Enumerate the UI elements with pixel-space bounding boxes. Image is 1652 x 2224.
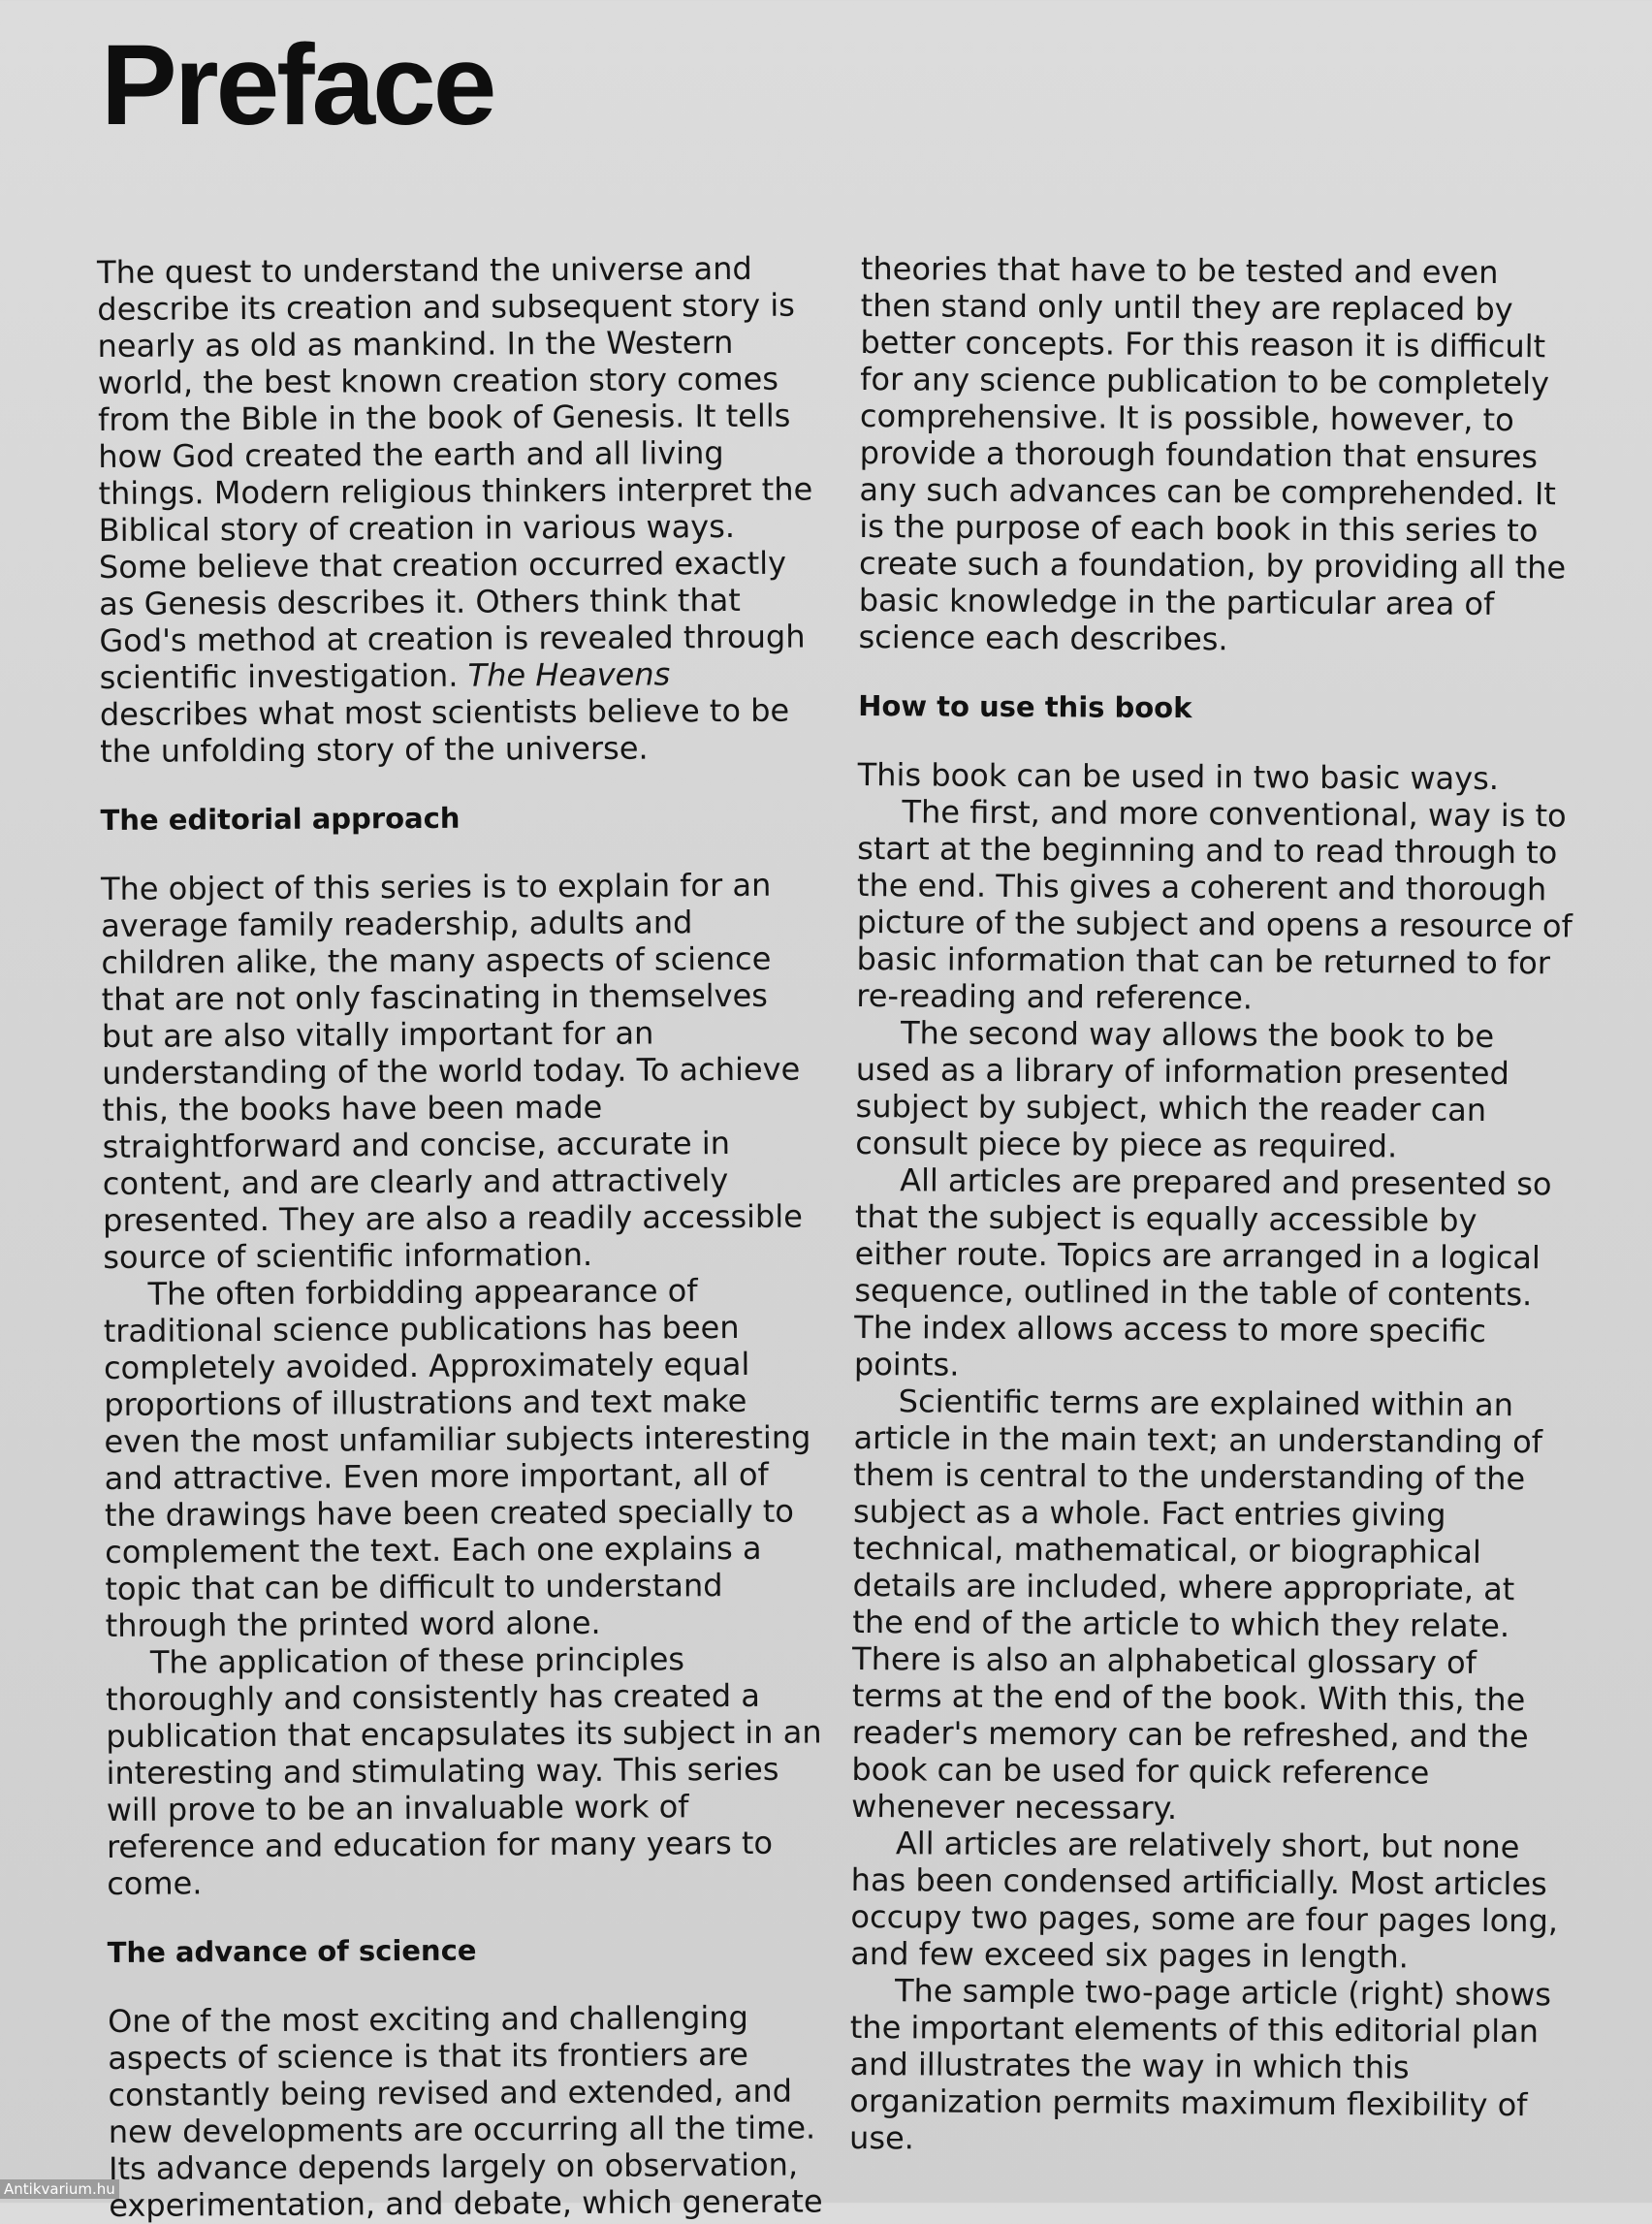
how-paragraph-3: The second way allows the book to be used as a library of information presented subject by subject, which the reader can consult piece by piece as required. <box>855 1014 1509 1165</box>
intro-paragraph <box>97 249 817 770</box>
advance-paragraph-1: One of the most exciting and challenging aspects of science is that its frontiers are constantly being revised and extended, and new developments are occurring all the time. Its advance depends largely on observation, experimentation, and debate, which generate <box>108 1998 823 2224</box>
editorial-paragraph-1: The object of this series is to explain for an average family readership, adults and children alike, the many aspects of science that are not only fascinating in themselves but are also vitally important for an understanding of the world today. To achieve this, the books have been made straightforward and concise, accurate in content, and are clearly and attractively presented. They are also a readily accessible source of scientific information. <box>100 866 803 1276</box>
editorial-paragraph-2: The often forbidding appearance of traditional science publications has been completely avoided. Approximately equal proportions of illustrations and text make even the most unfamiliar subjects interesting and attractive. Even more important, all of the drawings have been created specially to complement the text. Each one explains a topic that can be difficult to understand through the printed word alone. <box>103 1272 811 1644</box>
right-column <box>849 250 1578 2160</box>
heading-editorial-approach: The editorial approach <box>100 801 461 837</box>
watermark-label: Antikvarium.hu <box>0 2179 119 2199</box>
advance-paragraph-continued: theories that have to be tested and even then stand only until they are replaced by better concepts. For this reason it is difficult for any science publication to be completely comprehensive. It is possible, however, to provide a thorough foundation that ensures any such advances can be comprehended. It is the purpose of each book in this series to create such a foundation, by providing all the basic knowledge in the particular area of science each describes. <box>858 250 1567 658</box>
how-paragraph-4: All articles are prepared and presented so that the subject is equally accessible by either route. Topics are arranged in a logical sequence, outlined in the table of contents. The index allows access to more specific points. <box>853 1161 1552 1383</box>
how-paragraph-7: The sample two-page article (right) shows the important elements of this editorial plan and illustrates the way in which this organization permits maximum flexibility of use. <box>848 1972 1552 2157</box>
intro-text: The quest to understand the universe and describe its creation and subsequent story is nearly as old as mankind. In the Western world, the best known creation story comes from the Bible in the book of Genesis. It tells how God created the earth and all living things. Modern religious thinkers interpret the Biblical story of creation in various ways. Some believe that creation occurred exactly as Genesis describes it. Others think that God's method at creation is revealed through scientific investigation. <box>97 249 813 696</box>
how-paragraph-5: Scientific terms are explained within an article in the main text; an understanding of them is central to the understanding of the subject as a whole. Fact entries giving technical, mathematical, or biographical details are included, where appropriate, at the end of the article to which they relate. There is also an alphabetical glossary of terms at the end of the book. With this, the reader's memory can be refreshed, and the book can be used for quick reference whenever necessary. <box>851 1382 1543 1827</box>
page-title: Preface <box>101 21 494 149</box>
how-paragraph-1: This book can be used in two basic ways. <box>857 755 1500 798</box>
editorial-paragraph-3: The application of these principles thoroughly and consistently has created a publication that encapsulates its subject in an interesting and stimulating way. This series will prove to be an invaluable work of reference and education for many years to come. <box>105 1640 822 1902</box>
book-title-italic: The Heavens <box>467 655 671 694</box>
intro-end-text: describes what most scientists believe to be the unfolding story of the universe. <box>99 691 790 770</box>
how-paragraph-2: The first, and more conventional, way is to start at the beginning and to read through to the end. This gives a coherent and thorough picture of the subject and opens a resource of basic information that can be returned to for re-reading and reference. <box>856 793 1573 1017</box>
heading-advance-of-science: The advance of science <box>107 1933 477 1969</box>
heading-how-to-use: How to use this book <box>858 688 1192 725</box>
how-paragraph-6: All articles are relatively short, but none has been condensed artificially. Most articles occupy two pages, some are four pages long, and few exceed six pages in length. <box>850 1825 1559 1976</box>
left-column <box>97 249 826 2223</box>
